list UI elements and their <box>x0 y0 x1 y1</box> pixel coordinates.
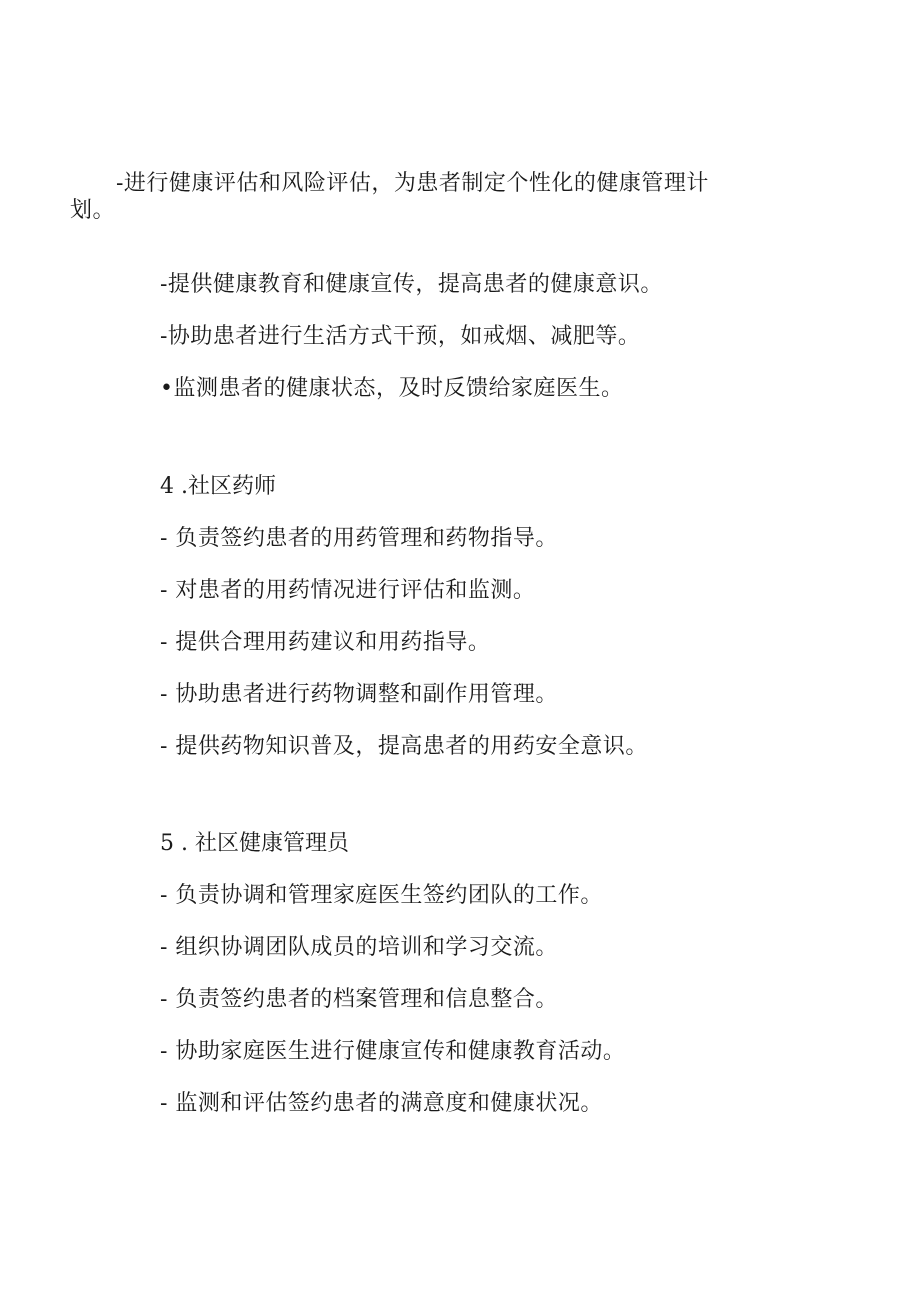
intro-line-1: -进行健康评估和风险评估，为患者制定个性化的健康管理计 <box>116 171 709 196</box>
intro-item-2: -协助患者进行生活方式干预，如戒烟、减肥等。 <box>160 324 641 349</box>
section5-item-5: - 监测和评估签约患者的满意度和健康状况。 <box>160 1091 603 1116</box>
section4-item-2: - 对患者的用药情况进行评估和监测。 <box>160 578 536 603</box>
section4-item-3: - 提供合理用药建议和用药指导。 <box>160 630 491 655</box>
intro-line-1-continued: 划。 <box>70 198 116 223</box>
section5-item-1: - 负责协调和管理家庭医生签约团队的工作。 <box>160 883 603 908</box>
intro-item-1: -提供健康教育和健康宣传，提高患者的健康意识。 <box>160 272 663 297</box>
section5-item-2: - 组织协调团队成员的培训和学习交流。 <box>160 935 558 960</box>
intro-item-3: •监测患者的健康状态，及时反馈给家庭医生。 <box>160 376 624 401</box>
section4-heading: 4 .社区药师 <box>160 474 276 499</box>
section4-item-1: - 负责签约患者的用药管理和药物指导。 <box>160 526 558 551</box>
section5-heading: 5 . 社区健康管理员 <box>160 831 349 856</box>
section4-item-5: - 提供药物知识普及，提高患者的用药安全意识。 <box>160 734 648 759</box>
section4-item-4: - 协助患者进行药物调整和副作用管理。 <box>160 682 558 707</box>
section5-item-3: - 负责签约患者的档案管理和信息整合。 <box>160 987 558 1012</box>
section5-item-4: - 协助家庭医生进行健康宣传和健康教育活动。 <box>160 1039 626 1064</box>
